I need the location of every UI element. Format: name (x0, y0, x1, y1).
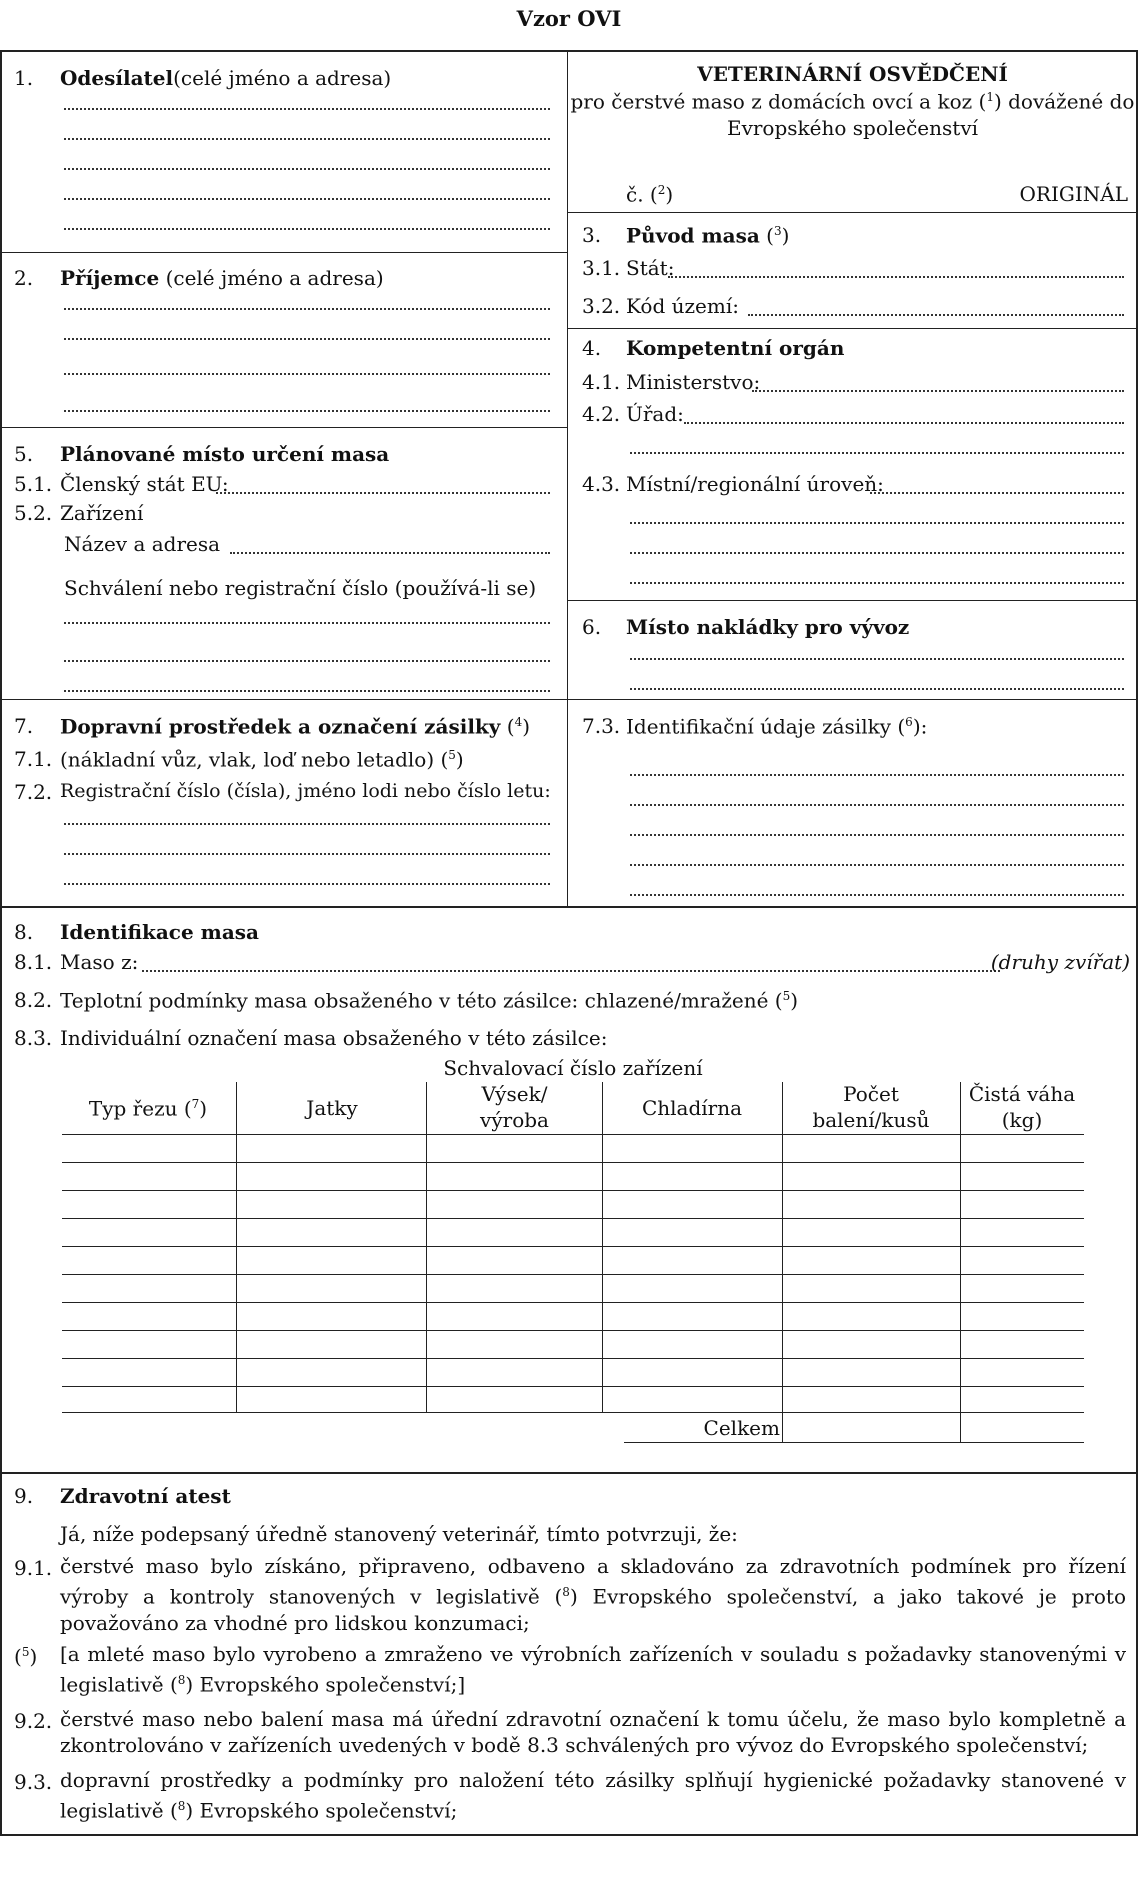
certificate-subtitle-2: Evropského společenství (726, 116, 979, 140)
s7-heading: Dopravní prostředek a označení zásilky ($^4$) (60, 714, 531, 739)
s3-number: 3. (582, 223, 602, 247)
office-field[interactable] (684, 422, 1124, 424)
s4-number: 4. (582, 336, 602, 360)
s5-2-label: Zařízení (60, 501, 144, 525)
table-col-packages-line2: balení/kusů (812, 1108, 930, 1132)
table-col-packages-line1: Počet (843, 1082, 899, 1106)
approval-number-field-2[interactable] (64, 660, 550, 662)
s7-3-label: Identifikační údaje zásilky ($^6$): (626, 714, 928, 739)
s5-1-label: Členský stát EU: (60, 472, 229, 496)
table-col-cutting-line1: Výsek/ (481, 1082, 548, 1106)
table-col-cutting-line2: výroba (480, 1108, 549, 1132)
establishment-name-field[interactable] (230, 552, 550, 554)
s5-2-number: 5.2. (14, 501, 53, 525)
table-total-label: Celkem (703, 1416, 780, 1440)
table-row-line[interactable] (62, 1246, 1084, 1247)
loading-place-field[interactable] (630, 658, 1124, 660)
s8-1-label: Maso z: (60, 950, 139, 974)
s1-label: Odesílatel (60, 66, 174, 90)
s3-2-label: Kód území: (626, 294, 739, 318)
member-state-field[interactable] (216, 492, 550, 494)
s9-number: 9. (14, 1484, 34, 1508)
s8-2-number: 8.2. (14, 988, 53, 1012)
office-field-2[interactable] (630, 452, 1124, 454)
table-row-line[interactable] (62, 1386, 1084, 1387)
s6-number: 6. (582, 615, 602, 639)
table-vline-5 (960, 1082, 961, 1442)
consignment-id-field-4[interactable] (630, 864, 1124, 866)
s3-heading: Původ masa ($^3$) (626, 223, 790, 248)
divider-s2-s5 (0, 427, 567, 428)
s1-number: 1. (14, 66, 34, 90)
table-header-rule (62, 1134, 1084, 1135)
certificate-title: VETERINÁRNÍ OSVĚDČENÍ (697, 62, 1008, 86)
table-vline-4 (782, 1082, 783, 1442)
s5-number: 5. (14, 442, 34, 466)
s1-line-5[interactable] (64, 228, 550, 230)
s9-intro: Já, níže podepsaný úředně stanovený veterinář, tímto potvrzuji, že: (60, 1522, 738, 1546)
s9-footnote-ref: ($^5$) (14, 1644, 38, 1669)
table-total-rule (624, 1442, 1084, 1443)
table-col-cut-type: Typ řezu ($^7$) (88, 1096, 208, 1121)
s8-number: 8. (14, 920, 34, 944)
s9-2-number: 9.2. (14, 1709, 53, 1733)
s5-1-number: 5.1. (14, 472, 53, 496)
s7-2-number: 7.2. (14, 780, 53, 804)
s4-label: Kompetentní orgán (626, 336, 845, 360)
s4-1-number: 4.1. (582, 370, 621, 394)
table-vline-3 (602, 1082, 603, 1412)
territory-code-field[interactable] (748, 314, 1124, 316)
s2-number: 2. (14, 266, 34, 290)
s3-1-label: Stát: (626, 256, 675, 280)
table-col-slaughterhouse: Jatky (306, 1096, 358, 1120)
s5-2-name-label: Název a adresa (64, 532, 221, 556)
table-row-line[interactable] (62, 1162, 1084, 1163)
transport-id-field-2[interactable] (64, 853, 550, 855)
form-title: Vzor OVI (516, 6, 622, 31)
table-row-line[interactable] (62, 1358, 1084, 1359)
s9-2-text: čerstvé maso nebo balení masa má úřední zdravotní označení k tomu účelu, že maso bylo kompletně a zkontrolováno v zařízeních uvedených v bodě 8.3 schválených pro vývoz do Evropského společenství; (60, 1707, 1126, 1757)
s6-label: Místo nakládky pro vývoz (626, 615, 910, 639)
consignment-id-field-5[interactable] (630, 894, 1124, 896)
s4-3-label: Místní/regionální úroveň: (626, 472, 884, 496)
s1-line-3[interactable] (64, 168, 550, 170)
ministry-field[interactable] (752, 390, 1124, 392)
s8-1-number: 8.1. (14, 950, 53, 974)
divider-s7 (0, 699, 1138, 700)
s3-2-number: 3.2. (582, 294, 621, 318)
s4-3-number: 4.3. (582, 472, 621, 496)
s7-2-label: Registrační číslo (čísla), jméno lodi nebo číslo letu: (60, 780, 551, 802)
s9-3-number: 9.3. (14, 1770, 53, 1794)
s1-note: (celé jméno a adresa) (173, 66, 392, 90)
species-note: (druhy zvířat) (990, 950, 1130, 974)
s2-line-2[interactable] (64, 338, 550, 340)
certificate-number-label: č. ($^2$) (626, 182, 674, 207)
table-row-line[interactable] (62, 1330, 1084, 1331)
s2-line-1[interactable] (64, 308, 550, 310)
approval-number-field[interactable] (64, 622, 550, 624)
species-field[interactable] (142, 970, 1000, 972)
s1-line-4[interactable] (64, 198, 550, 200)
s4-2-label: Úřad: (626, 402, 684, 426)
divider-header-s3 (567, 212, 1138, 213)
regional-level-field-4[interactable] (630, 582, 1124, 584)
s2-heading (60, 268, 384, 288)
loading-place-field-2[interactable] (630, 688, 1124, 690)
transport-id-field[interactable] (64, 823, 550, 825)
table-row-line[interactable] (62, 1412, 1084, 1413)
approval-number-field-3[interactable] (64, 690, 550, 692)
regional-level-field-3[interactable] (630, 552, 1124, 554)
table-row-line[interactable] (62, 1302, 1084, 1303)
table-row-line[interactable] (62, 1190, 1084, 1191)
s9-1-number: 9.1. (14, 1556, 53, 1580)
s8-3-number: 8.3. (14, 1026, 53, 1050)
s2-line-3[interactable] (64, 373, 550, 375)
table-col-cold-store: Chladírna (641, 1096, 743, 1120)
s4-2-number: 4.2. (582, 402, 621, 426)
s7-number: 7. (14, 714, 34, 738)
transport-id-field-3[interactable] (64, 883, 550, 885)
s2-note: (celé jméno a adresa) (165, 266, 384, 290)
s8-2-label: Teplotní podmínky masa obsaženého v této zásilce: chlazené/mražené ($^5$) (60, 988, 799, 1013)
s3-1-number: 3.1. (582, 256, 621, 280)
s9-1-text: čerstvé maso bylo získáno, připraveno, odbaveno a skladováno za zdravotních podmínek pro řízení výroby a kontroly stanovených v legislativě ($^8$) Evropského společenství, a jako takové je proto považováno za vhodné pro lidskou konzumaci; (60, 1554, 1126, 1635)
consignment-id-field-3[interactable] (630, 834, 1124, 836)
regional-level-field[interactable] (870, 492, 1124, 494)
s8-3-label: Individuální označení masa obsaženého v této zásilce: (60, 1026, 608, 1050)
s4-1-label: Ministerstvo: (626, 370, 761, 394)
divider-s3-s4 (567, 328, 1138, 329)
table-col-weight-line2: (kg) (1001, 1108, 1043, 1132)
s7-3-number: 7.3. (582, 714, 621, 738)
s1-line-2[interactable] (64, 138, 550, 140)
s9-minced-meat-text: [a mleté maso bylo vyrobeno a zmraženo ve výrobních zařízeních v souladu s požadavky stanovenými v legislativě ($^8$) Evropského společenství;] (60, 1642, 1126, 1697)
s9-label: Zdravotní atest (60, 1484, 231, 1508)
regional-level-field-2[interactable] (630, 522, 1124, 524)
s2-label: Příjemce (60, 266, 160, 290)
consignment-id-field-2[interactable] (630, 804, 1124, 806)
divider-s1-s2 (0, 252, 567, 253)
table-group-header: Schvalovací číslo zařízení (443, 1056, 703, 1080)
s1-line-1[interactable] (64, 108, 550, 110)
s9-3-text: dopravní prostředky a podmínky pro naložení této zásilky splňují hygienické požadavky stanovené v legislativě ($^8$) Evropského společenství; (60, 1768, 1126, 1823)
state-field[interactable] (668, 276, 1124, 278)
s2-line-4[interactable] (64, 410, 550, 412)
s1-heading (60, 68, 391, 88)
s7-1-label: (nákladní vůz, vlak, loď nebo letadlo) ($^5$) (60, 747, 464, 772)
original-label: ORIGINÁL (1019, 182, 1128, 206)
s5-2-approval-label: Schválení nebo registrační číslo (používá-li se) (64, 576, 537, 600)
table-row-line[interactable] (62, 1218, 1084, 1219)
s7-1-number: 7.1. (14, 747, 53, 771)
table-vline-1 (236, 1082, 237, 1412)
table-vline-2 (426, 1082, 427, 1412)
table-row-line[interactable] (62, 1274, 1084, 1275)
divider-s4-s6 (567, 600, 1138, 601)
column-divider (567, 50, 568, 908)
s8-label: Identifikace masa (60, 920, 260, 944)
consignment-id-field-1[interactable] (630, 774, 1124, 776)
certificate-subtitle-1: pro čerstvé maso z domácích ovcí a koz ($^1$) dovážené do (570, 89, 1135, 114)
table-col-weight-line1: Čistá váha (968, 1082, 1076, 1106)
s5-label: Plánované místo určení masa (60, 442, 390, 466)
